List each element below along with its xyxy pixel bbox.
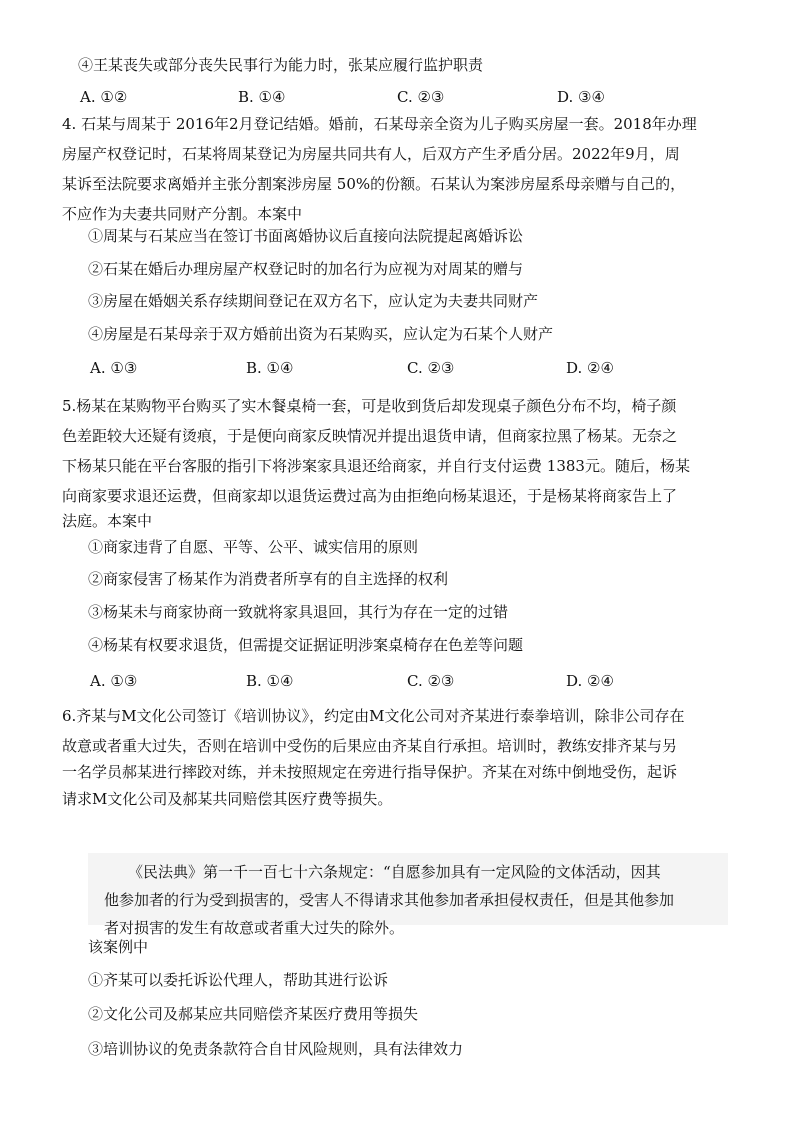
q5-stem-line-2: 色差距较大还疑有烫痕，于是便向商家反映情况并提出退货申请，但商家拉黑了杨某。无奈之	[62, 427, 678, 445]
q4-stem-line-1: 4. 石某与周某于 2016年2月登记结婚。婚前，石某母亲全资为儿子购买房屋一套。2018年办理	[62, 115, 697, 133]
q5-option-3: ③杨某未与商家协商一致就将家具退回，其行为存在一定的过错	[88, 603, 509, 621]
q6-option-3: ③培训协议的免责条款符合自甘风险规则，具有法律效力	[88, 1040, 464, 1058]
q6-lead: 该案例中	[88, 938, 149, 956]
q5-stem-line-1: 5.杨某在某购物平台购买了实木餐桌椅一套，可是收到货后却发现桌子颜色分布不均，椅子颜	[62, 397, 677, 415]
q5-choice-b: B. ①④	[246, 672, 294, 690]
q5-option-2: ②商家侵害了杨某作为消费者所享有的自主选择的权利	[88, 570, 449, 588]
q4-stem-line-3: 某诉至法院要求离婚并主张分割案涉房屋 50%的份额。石某认为案涉房屋系母亲赠与自己的，	[62, 175, 686, 193]
q4-choice-d: D. ②④	[566, 359, 614, 377]
q3-choice-c: C. ②③	[397, 88, 445, 106]
q4-choices	[0, 358, 793, 378]
q4-choice-c: C. ②③	[407, 359, 455, 377]
q3-choice-a: A. ①②	[80, 88, 128, 106]
q5-choice-a: A. ①③	[90, 672, 138, 690]
q5-choice-d: D. ②④	[566, 672, 614, 690]
quote-line-3: 者对损害的发生有故意或者重大过失的除外。	[104, 919, 405, 937]
q6-stem-line-4: 请求M文化公司及郝某共同赔偿其医疗费等损失。	[62, 790, 393, 808]
q3-option-4: ④王某丧失或部分丧失民事行为能力时，张某应履行监护职责	[78, 56, 484, 74]
q4-stem-line-2: 房屋产权登记时，石某将周某登记为房屋共同共有人，后双方产生矛盾分居。2022年9月，周	[62, 145, 680, 163]
q6-stem-line-3: 一名学员郝某进行摔跤对练，并未按照规定在旁进行指导保护。齐某在对练中倒地受伤，起诉	[62, 763, 678, 781]
q3-choice-b: B. ①④	[238, 88, 286, 106]
q4-option-2: ②石某在婚后办理房屋产权登记时的加名行为应视为对周某的赠与	[88, 260, 524, 278]
q3-choices	[0, 87, 793, 107]
q5-stem-line-5: 法庭。本案中	[62, 512, 153, 530]
q3-choice-d: D. ③④	[557, 88, 605, 106]
q4-choice-b: B. ①④	[246, 359, 294, 377]
q4-choice-a: A. ①③	[90, 359, 138, 377]
q6-option-1: ①齐某可以委托诉讼代理人，帮助其进行讼诉	[88, 971, 389, 989]
q5-stem-line-4: 向商家要求退还运费，但商家却以退货运费过高为由拒绝向杨某退还，于是杨某将商家告上了	[62, 487, 678, 505]
q6-option-2: ②文化公司及郝某应共同赔偿齐某医疗费用等损失	[88, 1005, 419, 1023]
q5-choices	[0, 671, 793, 691]
q5-option-4: ④杨某有权要求退货，但需提交证据证明涉案桌椅存在色差等问题	[88, 636, 524, 654]
q6-stem-line-1: 6.齐某与M文化公司签订《培训协议》，约定由M文化公司对齐某进行泰拳培训，除非公司存在	[62, 707, 685, 725]
q4-option-4: ④房屋是石某母亲于双方婚前出资为石某购买，应认定为石某个人财产	[88, 325, 554, 343]
q4-stem-line-4: 不应作为夫妻共同财产分割。本案中	[62, 205, 303, 223]
q5-stem-line-3: 下杨某只能在平台客服的指引下将涉案家具退还给商家，并自行支付运费 1383元。随后，杨某	[62, 457, 690, 475]
q6-stem-line-2: 故意或者重大过失，否则在培训中受伤的后果应由齐某自行承担。培训时，教练安排齐某与另	[62, 737, 678, 755]
q4-option-3: ③房屋在婚姻关系存续期间登记在双方名下，应认定为夫妻共同财产	[88, 292, 539, 310]
q4-option-1: ①周某与石某应当在签订书面离婚协议后直接向法院提起离婚诉讼	[88, 227, 524, 245]
quote-line-2: 他参加者的行为受到损害的，受害人不得请求其他参加者承担侵权责任，但是其他参加	[104, 891, 675, 909]
q5-option-1: ①商家违背了自愿、平等、公平、诚实信用的原则	[88, 538, 419, 556]
quote-line-1: 《民法典》第一千一百七十六条规定：“自愿参加具有一定风险的文体活动，因其	[128, 863, 661, 881]
q5-choice-c: C. ②③	[407, 672, 455, 690]
